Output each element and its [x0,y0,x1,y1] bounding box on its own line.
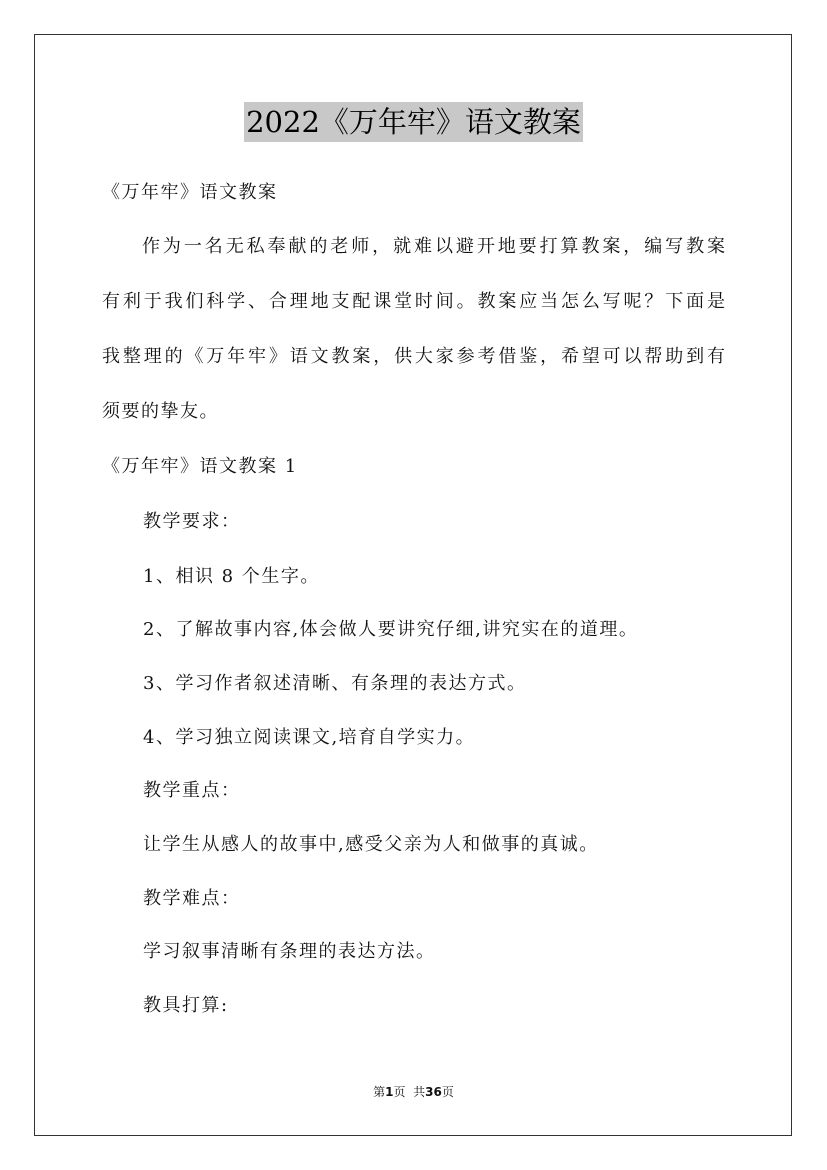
footer-page-prefix: 第 [373,1085,386,1099]
footer-page-suffix: 页 [441,1085,454,1099]
requirement-item-1: 1、相识 8 个生字。 [143,566,320,587]
footer-page-mid: 页 共 [393,1085,426,1099]
requirement-item-3: 3、学习作者叙述清晰、有条理的表达方式。 [143,673,527,694]
section-title: 《万年牢》语文教案 1 [102,456,298,477]
title-wrap [0,102,827,142]
intro-line-2: 有利于我们科学、合理地支配课堂时间。教案应当怎么写呢？下面是 [102,291,726,312]
document-title: 2022《万年牢》语文教案 [244,102,583,142]
difficulties-text: 学习叙事清晰有条理的表达方法。 [143,941,436,962]
requirement-item-2: 2、了解故事内容,体会做人要讲究仔细,讲究实在的道理。 [143,619,639,640]
subtitle: 《万年牢》语文教案 [102,182,278,203]
intro-line-1: 作为一名无私奉献的老师，就难以避开地要打算教案，编写教案 [142,236,726,257]
difficulties-heading: 教学难点： [143,888,241,909]
key-points-heading: 教学重点： [143,780,241,801]
tools-heading: 教具打算: [143,995,229,1016]
footer-total-pages: 36 [425,1085,442,1099]
intro-line-3: 我整理的《万年牢》语文教案，供大家参考借鉴，希望可以帮助到有 [102,346,726,367]
requirement-item-4: 4、学习独立阅读课文,培育自学实力。 [143,727,476,748]
intro-line-4: 须要的挚友。 [102,401,219,422]
page-footer [0,1084,827,1100]
footer-current-page: 1 [385,1085,394,1099]
requirements-heading: 教学要求： [143,511,241,532]
key-points-text: 让学生从感人的故事中,感受父亲为人和做事的真诚。 [143,834,599,855]
